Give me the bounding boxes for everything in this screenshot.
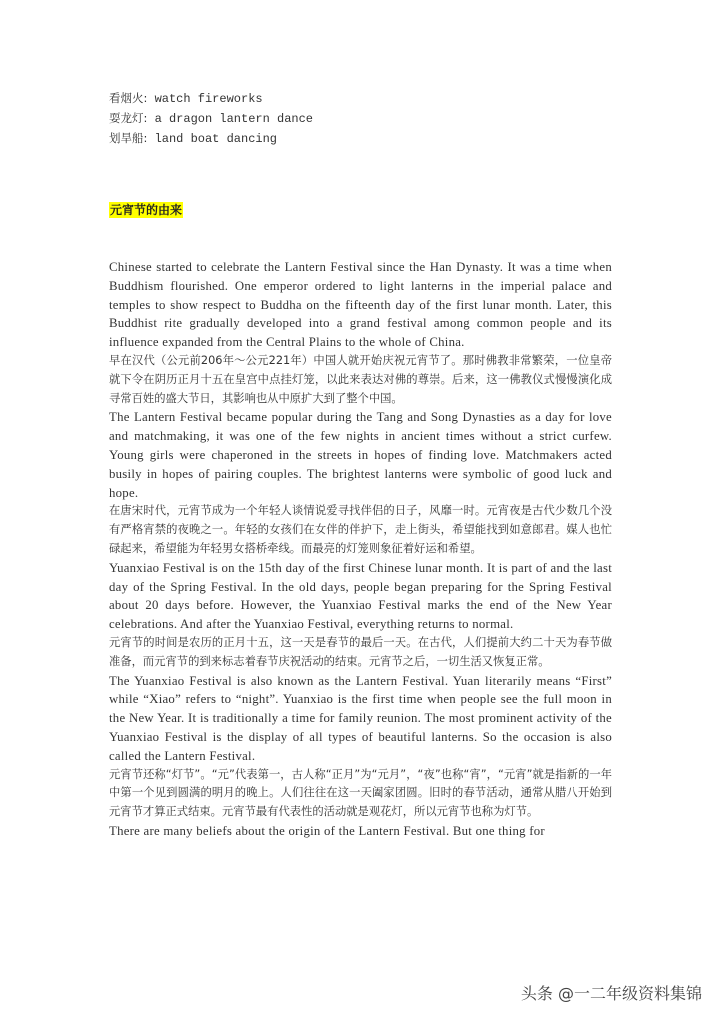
paragraph-en: The Yuanxiao Festival is also known as the Lantern Festival. Yuan literarily means “First” while “Xiao” refers to “night”. Yuanxiao is the first time when people see the full moon in the New Year. It is traditionally a time for family reunion. The most prominent activity of the Yuanxiao Festival is the display of all types of beautiful lanterns. So the occasion is also called the Lantern Festival. [109, 673, 612, 763]
source-watermark: 头条 @一二年级资料集锦 [520, 984, 702, 1003]
paragraph-en: Yuanxiao Festival is on the 15th day of the first Chinese lunar month. It is part of and the last day of the Spring Festival. In the old days, people began preparing for the Spring Festival about 20 days before. However, the Yuanxiao Festival marks the end of the New Year celebrations. And after the Yuanxiao Festival, everything returns to normal. [109, 560, 612, 632]
vocabulary-list [109, 89, 313, 149]
paragraph-en: There are many beliefs about the origin of the Lantern Festival. But one thing for [109, 823, 545, 838]
paragraph-en: The Lantern Festival became popular during the Tang and Song Dynasties as a day for love and matchmaking, it was one of the few nights in ancient times without a strict curfew. Young girls were chaperoned in the streets in hopes of finding love. Matchmakers acted busily in hopes of pairing couples. The brightest lanterns were symbolic of good luck and hope. [109, 410, 612, 500]
vocab-item: 耍龙灯: a dragon lantern dance [109, 111, 314, 126]
section-heading: 元宵节的由来 [110, 203, 183, 217]
paragraph-zh: 元宵节的时间是农历的正月十五，这一天是春节的最后一天。在古代，人们提前大约二十天为春节做准备，而元宵节的到来标志着春节庆祝活动的结束。元宵节之后，一切生活又恢复正常。 [109, 635, 612, 668]
paragraph-zh: 在唐宋时代，元宵节成为一个年轻人谈情说爱寻找伴侣的日子，风靡一时。元宵夜是古代少数几个没有严格宵禁的夜晚之一。年轻的女孩们在女伴的伴护下，走上街头，希望能找到如意郎君。媒人也忙碌起来，希望能为年轻男女搭桥牵线。而最亮的灯笼则象征着好运和希望。 [109, 504, 612, 555]
paragraph-zh: 元宵节还称“灯节”。“元”代表第一，古人称“正月”为“元月”，“夜”也称“宵”，“元宵”就是指新的一年中第一个见到圆满的明月的晚上。人们往往在这一天阖家团圆。旧时的春节活动，通常从腊八开始到元宵节才算正式结束。元宵节最有代表性的活动就是观花灯，所以元宵节也称为灯节。 [109, 767, 612, 819]
paragraph-en: Chinese started to celebrate the Lantern Festival since the Han Dynasty. It was a time when Buddhism flourished. One emperor ordered to light lanterns in the imperial palace and temples to show respect to Buddha on the fifteenth day of the first lunar month. Later, this Buddhist rite gradually developed into a grand festival among common people and its influence expanded from the Central Plains to the whole of China. [109, 260, 612, 350]
vocab-item: 看烟火: watch fireworks [109, 91, 263, 106]
paragraph-zh: 早在汉代（公元前206年～公元221年）中国人就开始庆祝元宵节了。那时佛教非常繁荣，一位皇帝就下令在阴历正月十五在皇宫中点挂灯笼，以此来表达对佛的尊崇。后来，这一佛教仪式慢慢演化成寻常百姓的盛大节日，其影响也从中原扩大到了整个中国。 [109, 353, 612, 405]
vocab-item: 划旱船: land boat dancing [109, 131, 277, 146]
article-body [109, 258, 612, 841]
